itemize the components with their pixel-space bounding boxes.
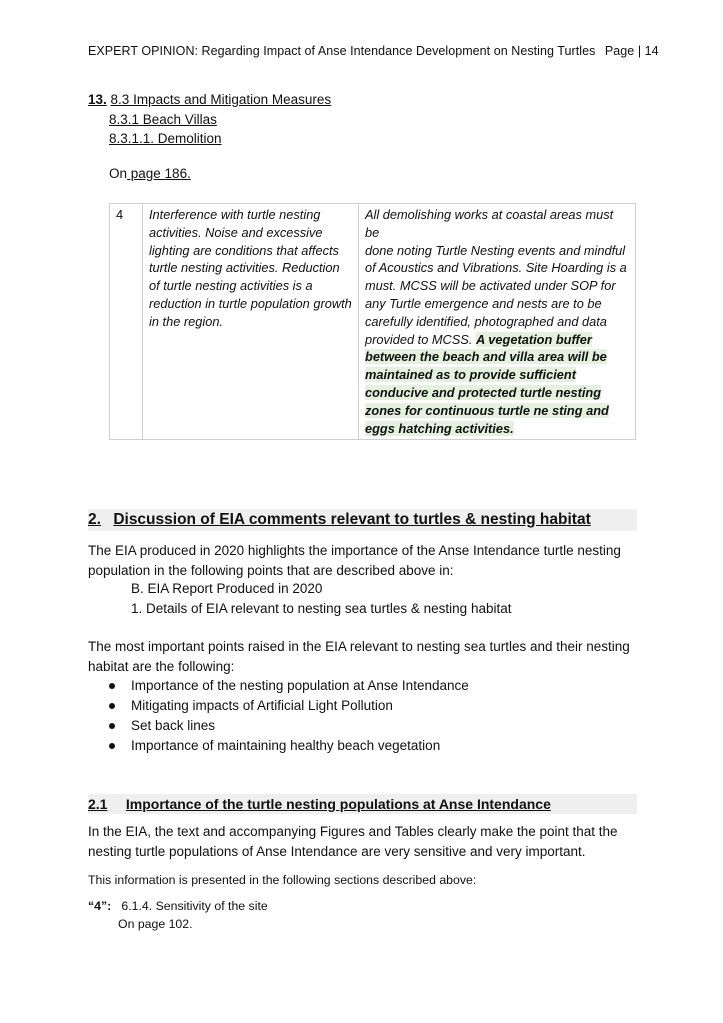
list-item: Importance of the nesting population at Anse Intendance — [88, 676, 469, 696]
bullet-icon — [109, 743, 115, 749]
page-reference — [109, 166, 191, 181]
mitigation-line-4 — [365, 277, 629, 437]
item-heading-2: 8.3.1 Beach Villas — [109, 111, 217, 127]
reference-page: On page 102. — [118, 917, 193, 931]
table-row — [110, 204, 636, 440]
reference-section: 6.1.4. Sensitivity of the site — [121, 899, 268, 913]
item-number: 13. — [88, 92, 107, 107]
section-2-intro: The EIA produced in 2020 highlights the importance of the Anse Intendance turtle nesting population in the following points that are described above in: — [88, 543, 621, 578]
mitigation-table — [109, 203, 636, 440]
section-2-1-paragraph: In the EIA, the text and accompanying Figures and Tables clearly make the point that the nesting turtle populations of Anse Intendance are very sensitive and very important. — [88, 824, 618, 859]
mitigation-line-2: done noting Turtle Nesting events and mindful — [365, 242, 626, 258]
section-2-title: Discussion of EIA comments relevant to turtles & nesting habitat — [113, 511, 591, 528]
mitigation-text: must. MCSS will be activated under SOP for any Turtle emergence and nests are to be carefully identified, photographed and data provided to MCSS. — [365, 278, 616, 347]
bullet-icon — [109, 703, 115, 709]
section-2-1-title: Importance of the turtle nesting populations at Anse Intendance — [125, 796, 551, 812]
page-reference-number: page 186. — [127, 166, 191, 181]
mitigation-highlight: A vegetation buffer between the beach and villa area will be maintained as to provide sufficient conducive and protected turtle nesting zones for continuous turtle ne sting and eggs hatching activities. — [365, 331, 609, 436]
section-2-1-info: This information is presented in the following sections described above: — [88, 873, 477, 887]
impact-cell: Interference with turtle nesting activities. Noise and excessive lighting are conditions that affects turtle nesting activities. Reduction of turtle nesting activities is a reduction in turtle population growth in the region. — [143, 204, 359, 440]
sublist-item-b: B. EIA Report Produced in 2020 — [131, 581, 323, 596]
mitigation-cell — [359, 204, 636, 440]
reference-quote: “4”: — [88, 899, 112, 913]
section-2-1-heading — [88, 794, 637, 814]
list-item: Mitigating impacts of Artificial Light Pollution — [88, 696, 469, 716]
list-item: Set back lines — [88, 716, 469, 736]
section-2-points-intro: The most important points raised in the EIA relevant to nesting sea turtles and their nesting habitat are the following: — [88, 639, 630, 674]
section-2-heading — [88, 509, 637, 531]
list-item: Importance of maintaining healthy beach vegetation — [88, 736, 469, 756]
sublist-item-1: 1. Details of EIA relevant to nesting sea turtles & nesting habitat — [131, 600, 512, 616]
section-2-bullets — [88, 676, 469, 756]
item-13-block — [88, 90, 331, 149]
mitigation-line-1: All demolishing works at coastal areas must be — [365, 207, 614, 240]
header-title: EXPERT OPINION: Regarding Impact of Anse Intendance Development on Nesting Turtles — [88, 44, 596, 58]
page-reference-prefix: On — [109, 166, 128, 181]
section-2-1-number: 2.1 — [88, 796, 108, 812]
bullet-icon — [109, 723, 115, 729]
item-heading-1: 8.3 Impacts and Mitigation Measures — [110, 92, 332, 107]
section-2-sublist — [131, 579, 511, 618]
section-2-number: 2. — [88, 511, 101, 528]
page-header — [88, 44, 659, 58]
page-number: Page | 14 — [604, 44, 659, 58]
bullet-icon — [109, 683, 115, 689]
row-number-cell: 4 — [110, 204, 143, 440]
item-heading-3: 8.3.1.1. Demolition — [109, 131, 222, 146]
section-reference — [88, 897, 268, 933]
mitigation-line-3: of Acoustics and Vibrations. Site Hoarding is a — [365, 260, 627, 276]
